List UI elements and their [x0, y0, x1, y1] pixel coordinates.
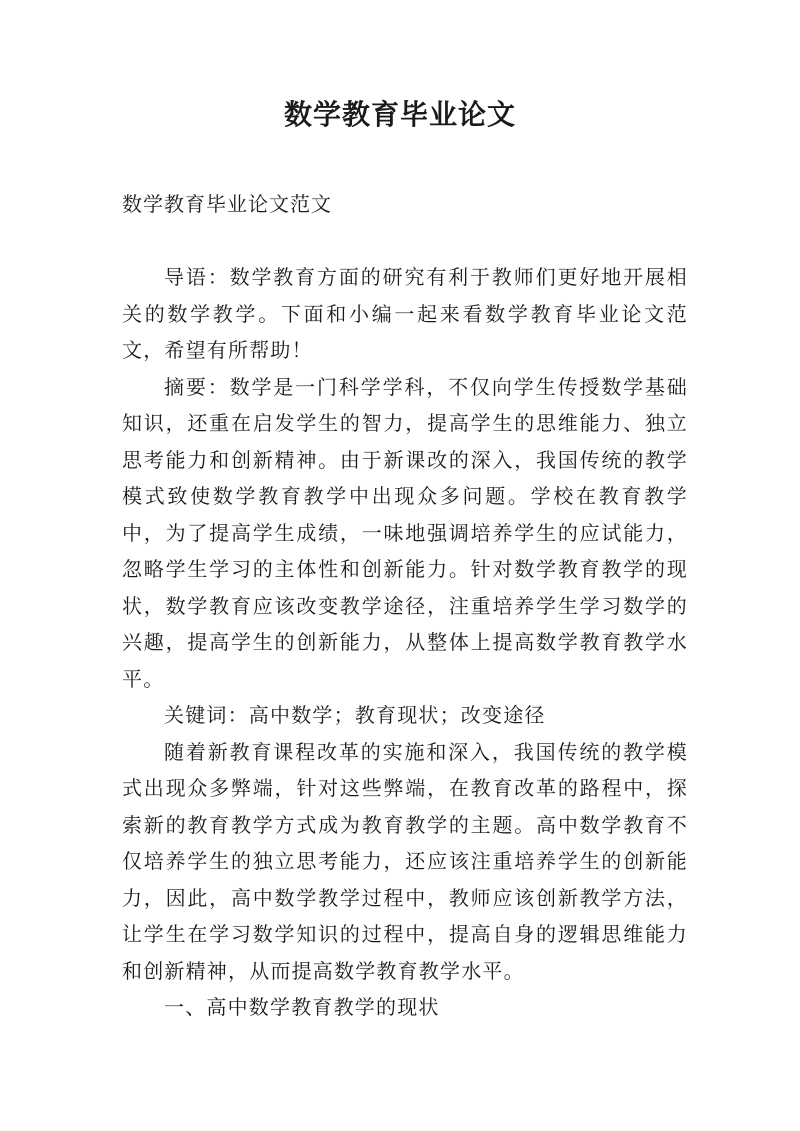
section-heading: 一、高中数学教育教学的现状 — [164, 995, 440, 1019]
paragraph-intro: 导语：数学教育方面的研究有利于教师们更好地开展相关的数学教学。下面和小编一起来看数学教育毕业论文范文，希望有所帮助！ — [122, 265, 688, 362]
paragraph-keywords: 关键词：高中数学；教育现状；改变途径 — [164, 703, 546, 727]
paragraph-abstract: 摘要：数学是一门科学学科，不仅向学生传授数学基础知识，还重在启发学生的智力，提高学生的思维能力、独立思考能力和创新精神。由于新课改的深入，我国传统的教学模式致使数学教育教学中出现众多问题。学校在教育教学中，为了提高学生成绩，一味地强调培养学生的应试能力，忽略学生学习的主体性和创新能力。针对数学教育教学的现状，数学教育应该改变教学途径，注重培养学生学习数学的兴趣，提高学生的创新能力，从整体上提高数学教育教学水平。 — [122, 374, 688, 691]
document-body — [122, 259, 688, 1026]
paragraph-body: 随着新教育课程改革的实施和深入，我国传统的教学模式出现众多弊端，针对这些弊端，在教育改革的路程中，探索新的教育教学方式成为教育教学的主题。高中数学教育不仅培养学生的独立思考能力，还应该注重培养学生的创新能力，因此，高中数学教学过程中，教师应该创新教学方法，让学生在学习数学知识的过程中，提高自身的逻辑思维能力和创新精神，从而提高数学教育教学水平。 — [122, 739, 688, 983]
document-title: 数学教育毕业论文 — [283, 98, 516, 131]
document-subtitle: 数学教育毕业论文范文 — [122, 192, 332, 216]
